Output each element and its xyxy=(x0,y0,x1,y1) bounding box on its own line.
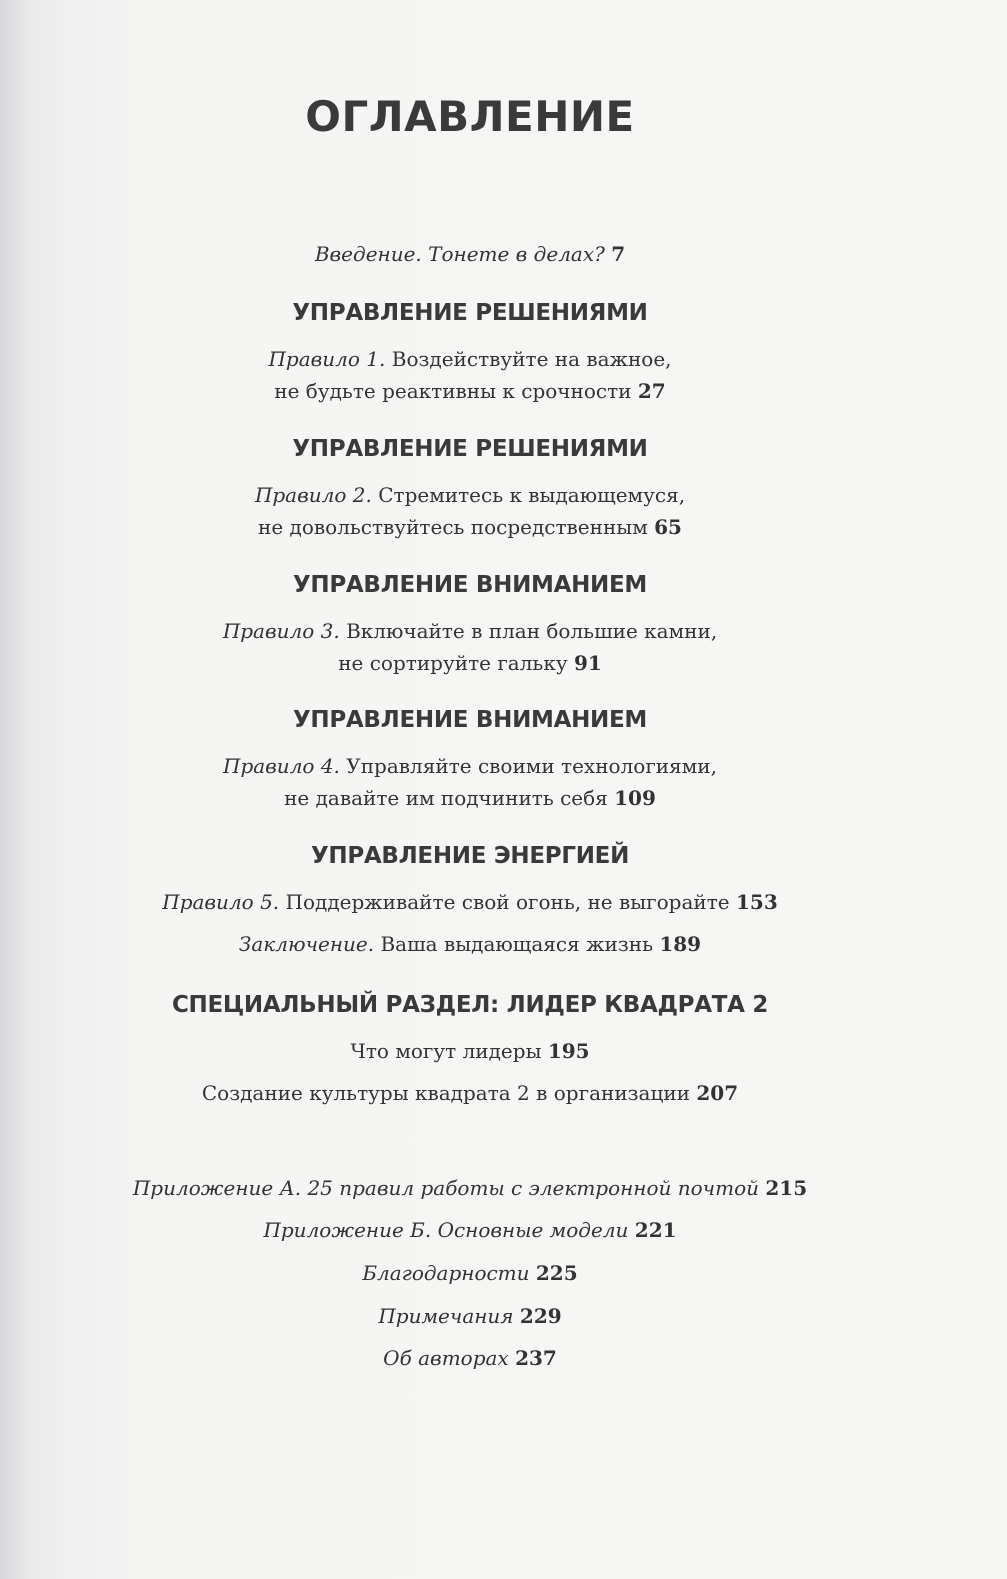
section-heading-3: УПРАВЛЕНИЕ ВНИМАНИЕМ xyxy=(292,572,647,598)
toc-entry-rule-5 xyxy=(0,886,940,918)
rule-page: 27 xyxy=(637,379,666,403)
intro-page: 7 xyxy=(611,242,626,266)
rule-label: Правило 3. xyxy=(222,619,340,643)
toc-entry-special-2 xyxy=(0,1077,940,1109)
rule-line2: не довольствуйтесь посредственным xyxy=(258,515,648,539)
conclusion-label: Заключение. xyxy=(238,932,375,956)
appendix-page: 237 xyxy=(515,1346,557,1370)
special-item-page: 195 xyxy=(547,1039,590,1063)
special-item-text: Что могут лидеры xyxy=(350,1039,542,1063)
toc-entry-authors xyxy=(0,1342,940,1374)
rule-line1: Стремитесь к выдающемуся, xyxy=(378,483,686,507)
section-heading-2: УПРАВЛЕНИЕ РЕШЕНИЯМИ xyxy=(292,436,648,462)
rule-line1: Воздействуйте на важное, xyxy=(391,347,672,371)
appendix-text: Примечания xyxy=(378,1304,514,1328)
toc-entry-appendix-a xyxy=(0,1172,940,1204)
intro-label: Введение. Тонете в делах? xyxy=(314,242,605,266)
rule-line1: Управляйте своими технологиями, xyxy=(346,754,717,778)
appendix-page: 215 xyxy=(765,1176,808,1200)
appendix-page: 229 xyxy=(519,1304,562,1328)
rule-page: 91 xyxy=(573,651,602,675)
rule-label: Правило 1. xyxy=(268,347,386,371)
page-title: ОГЛАВЛЕНИЕ xyxy=(305,92,635,141)
appendix-page: 225 xyxy=(535,1261,578,1285)
special-item-text: Создание культуры квадрата 2 в организации xyxy=(201,1081,691,1105)
section-heading-5: УПРАВЛЕНИЕ ЭНЕРГИЕЙ xyxy=(310,843,630,869)
special-section-heading: СПЕЦИАЛЬНЫЙ РАЗДЕЛ: ЛИДЕР КВАДРАТА 2 xyxy=(171,992,769,1018)
special-item-page: 207 xyxy=(696,1081,739,1105)
toc-entry-intro xyxy=(0,238,940,270)
toc-entry-appendix-b xyxy=(0,1214,940,1246)
toc-entry-rule-3 xyxy=(0,615,940,679)
toc-entry-conclusion xyxy=(0,928,940,960)
rule-label: Правило 5. xyxy=(162,890,280,914)
appendix-text: Об авторах xyxy=(383,1346,509,1370)
appendix-text: Приложение А. 25 правил работы с электронной почтой xyxy=(132,1176,760,1200)
section-heading-4: УПРАВЛЕНИЕ ВНИМАНИЕМ xyxy=(292,707,647,733)
rule-line1: Поддерживайте свой огонь, не выгорайте xyxy=(285,890,730,914)
rule-label: Правило 4. xyxy=(223,754,340,778)
appendix-text: Благодарности xyxy=(362,1261,530,1285)
rule-line1: Включайте в план большие камни, xyxy=(346,619,718,643)
appendix-page: 221 xyxy=(634,1218,677,1242)
conclusion-page: 189 xyxy=(659,932,702,956)
appendix-text: Приложение Б. Основные модели xyxy=(263,1218,629,1242)
toc-entry-special-1 xyxy=(0,1035,940,1067)
rule-page: 153 xyxy=(736,890,778,914)
rule-page: 65 xyxy=(654,515,682,539)
toc-entry-acknowledgements xyxy=(0,1257,940,1289)
rule-line2: не сортируйте гальку xyxy=(338,651,568,675)
rule-line2: не давайте им подчинить себя xyxy=(284,786,608,810)
toc-entry-notes xyxy=(0,1300,940,1332)
toc-entry-rule-2 xyxy=(0,479,940,543)
conclusion-text: Ваша выдающаяся жизнь xyxy=(380,932,653,956)
toc-entry-rule-1 xyxy=(0,343,940,407)
rule-label: Правило 2. xyxy=(254,483,372,507)
section-heading-1: УПРАВЛЕНИЕ РЕШЕНИЯМИ xyxy=(292,300,648,326)
rule-page: 109 xyxy=(614,786,656,810)
toc-entry-rule-4 xyxy=(0,750,940,814)
rule-line2: не будьте реактивны к срочности xyxy=(274,379,632,403)
